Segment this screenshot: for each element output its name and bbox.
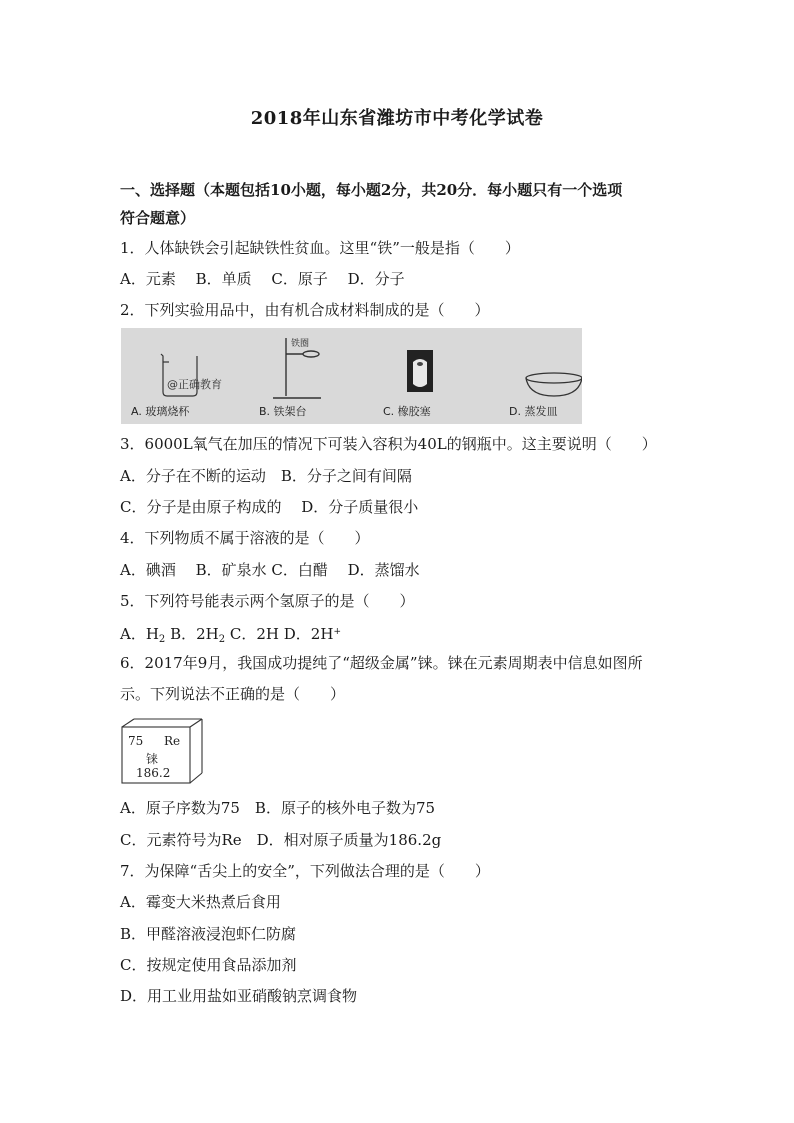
question-7-option-a: A．霉变大米热煮后食用 [120,893,281,911]
question-6-options-line1: A．原子序数为75 B．原子的核外电子数为75 [120,799,436,817]
watermark-text: @正确教育 [167,378,222,391]
lab-equipment-figure [121,328,582,424]
figure-caption-d: D. 蒸发皿 [509,405,558,418]
question-3-options-line1: A．分子在不断的运动 B．分子之间有间隔 [120,467,412,485]
element-card-figure [120,717,208,785]
question-5-options [120,622,700,650]
section-heading-line1: 一、选择题（本题包括10小题，每小题2分，共20分．每小题只有一个选项 [120,181,623,199]
rubber-stopper-icon [407,350,433,392]
question-7-stem: 7．为保障“舌尖上的安全”，下列做法合理的是（ ） [120,862,490,880]
question-7-option-c: C．按规定使用食品添加剂 [120,956,297,974]
atomic-number: 75 [128,734,144,748]
question-4-stem: 4．下列物质不属于溶液的是（ ） [120,529,370,547]
question-7-option-b: B．甲醛溶液浸泡虾仁防腐 [120,925,297,943]
superscript: + [333,627,341,637]
section-heading-line2: 符合题意） [120,209,196,227]
question-3-stem: 3．6000L氧气在加压的情况下可装入容积为40L的钢瓶中。这主要说明（ ） [120,435,657,453]
subscript: 2 [218,634,226,645]
question-3-options-line2: C．分子是由原子构成的 D．分子质量很小 [120,498,419,516]
option-b: B．2H [170,625,219,643]
question-1-options: A．元素 B．单质 C．原子 D．分子 [120,270,405,288]
option-c: C．2H [229,625,279,643]
element-name: 铼 [146,752,159,766]
question-4-options: A．碘酒 B．矿泉水 C．白醋 D．蒸馏水 [120,561,420,579]
iron-ring-label: 铁圈 [291,339,310,349]
section-heading [120,176,690,232]
question-5-stem: 5．下列符号能表示两个氢原子的是（ ） [120,592,415,610]
option-d: D．2H [283,625,334,643]
question-7-option-d: D．用工业用盐如亚硝酸钠烹调食物 [120,987,358,1005]
figure-caption-b: B. 铁架台 [259,405,307,418]
question-1-stem: 1．人体缺铁会引起缺铁性贫血。这里“铁”一般是指（ ） [120,239,520,257]
question-2-stem: 2．下列实验用品中，由有机合成材料制成的是（ ） [120,301,490,319]
subscript: 2 [158,634,166,645]
option-a: A．H [120,625,159,643]
evaporating-dish-icon [526,373,582,396]
question-6-stem-line2: 示。下列说法不正确的是（ ） [120,685,346,703]
figure-caption-c: C. 橡胶塞 [383,405,431,418]
question-6-options-line2: C．元素符号为Re D．相对原子质量为186.2g [120,831,442,849]
question-6-stem-line1: 6．2017年9月，我国成功提纯了“超级金属”铼。铼在元素周期表中信息如图所 [120,654,643,672]
element-symbol: Re [164,734,181,748]
figure-caption-a: A. 玻璃烧杯 [131,405,190,418]
page-title: 2018年山东省潍坊市中考化学试卷 [250,108,544,129]
atomic-mass: 186.2 [136,766,171,780]
